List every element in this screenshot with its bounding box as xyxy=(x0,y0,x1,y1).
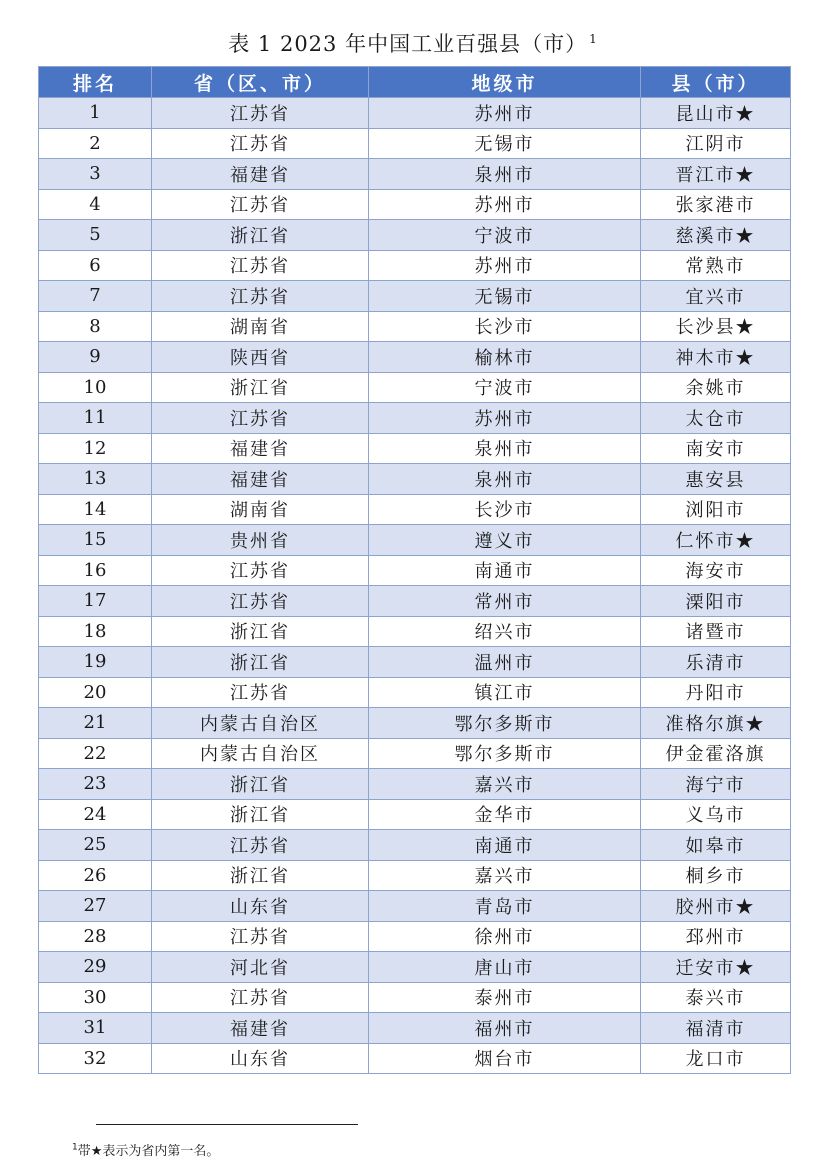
table-row xyxy=(39,342,791,373)
footnote xyxy=(72,1140,219,1159)
county-cell: 如皋市 xyxy=(641,830,791,861)
prefecture-city-cell: 唐山市 xyxy=(369,952,641,983)
prefecture-city-cell: 青岛市 xyxy=(369,891,641,922)
table-row xyxy=(39,555,791,586)
header-county: 县（市） xyxy=(641,67,791,98)
county-cell: 余姚市 xyxy=(641,372,791,403)
province-cell: 江苏省 xyxy=(152,921,369,952)
rank-cell: 6 xyxy=(39,250,152,281)
province-cell: 江苏省 xyxy=(152,189,369,220)
rank-cell: 8 xyxy=(39,311,152,342)
province-cell: 福建省 xyxy=(152,1013,369,1044)
county-cell: 迁安市★ xyxy=(641,952,791,983)
table-row xyxy=(39,982,791,1013)
table-row xyxy=(39,1013,791,1044)
table-title-text: 表 1 2023 年中国工业百强县（市） xyxy=(228,32,588,56)
province-cell: 浙江省 xyxy=(152,220,369,251)
rank-cell: 17 xyxy=(39,586,152,617)
province-cell: 内蒙古自治区 xyxy=(152,738,369,769)
table-row xyxy=(39,1043,791,1074)
county-cell: 义乌市 xyxy=(641,799,791,830)
footnote-divider xyxy=(96,1124,358,1125)
county-cell: 福清市 xyxy=(641,1013,791,1044)
county-cell: 浏阳市 xyxy=(641,494,791,525)
county-cell: 惠安县 xyxy=(641,464,791,495)
county-cell: 仁怀市★ xyxy=(641,525,791,556)
county-cell: 海安市 xyxy=(641,555,791,586)
table-row xyxy=(39,433,791,464)
table-row xyxy=(39,311,791,342)
table-row xyxy=(39,677,791,708)
prefecture-city-cell: 南通市 xyxy=(369,555,641,586)
province-cell: 江苏省 xyxy=(152,586,369,617)
table-body xyxy=(39,98,791,1074)
prefecture-city-cell: 常州市 xyxy=(369,586,641,617)
rank-cell: 30 xyxy=(39,982,152,1013)
footnote-reference: 1 xyxy=(589,32,598,46)
province-cell: 浙江省 xyxy=(152,372,369,403)
rank-cell: 25 xyxy=(39,830,152,861)
rank-cell: 3 xyxy=(39,159,152,190)
province-cell: 内蒙古自治区 xyxy=(152,708,369,739)
table-row xyxy=(39,708,791,739)
prefecture-city-cell: 鄂尔多斯市 xyxy=(369,738,641,769)
table-row xyxy=(39,830,791,861)
rank-cell: 7 xyxy=(39,281,152,312)
county-cell: 海宁市 xyxy=(641,769,791,800)
table-row xyxy=(39,952,791,983)
province-cell: 浙江省 xyxy=(152,616,369,647)
prefecture-city-cell: 金华市 xyxy=(369,799,641,830)
county-cell: 胶州市★ xyxy=(641,891,791,922)
table-row xyxy=(39,921,791,952)
province-cell: 湖南省 xyxy=(152,494,369,525)
rank-cell: 32 xyxy=(39,1043,152,1074)
table-row xyxy=(39,281,791,312)
province-cell: 湖南省 xyxy=(152,311,369,342)
prefecture-city-cell: 无锡市 xyxy=(369,128,641,159)
prefecture-city-cell: 宁波市 xyxy=(369,220,641,251)
prefecture-city-cell: 徐州市 xyxy=(369,921,641,952)
header-province: 省（区、市） xyxy=(152,67,369,98)
table-row xyxy=(39,738,791,769)
county-cell: 太仓市 xyxy=(641,403,791,434)
county-cell: 长沙县★ xyxy=(641,311,791,342)
county-cell: 丹阳市 xyxy=(641,677,791,708)
province-cell: 福建省 xyxy=(152,159,369,190)
prefecture-city-cell: 榆林市 xyxy=(369,342,641,373)
province-cell: 江苏省 xyxy=(152,555,369,586)
province-cell: 江苏省 xyxy=(152,982,369,1013)
province-cell: 福建省 xyxy=(152,433,369,464)
county-cell: 泰兴市 xyxy=(641,982,791,1013)
prefecture-city-cell: 鄂尔多斯市 xyxy=(369,708,641,739)
province-cell: 江苏省 xyxy=(152,403,369,434)
prefecture-city-cell: 遵义市 xyxy=(369,525,641,556)
province-cell: 江苏省 xyxy=(152,98,369,129)
prefecture-city-cell: 镇江市 xyxy=(369,677,641,708)
province-cell: 贵州省 xyxy=(152,525,369,556)
rank-cell: 22 xyxy=(39,738,152,769)
prefecture-city-cell: 长沙市 xyxy=(369,311,641,342)
rank-cell: 4 xyxy=(39,189,152,220)
table-header-row xyxy=(39,67,791,98)
table-row xyxy=(39,128,791,159)
header-prefecture-city: 地级市 xyxy=(369,67,641,98)
rank-cell: 10 xyxy=(39,372,152,403)
prefecture-city-cell: 泉州市 xyxy=(369,464,641,495)
table-row xyxy=(39,189,791,220)
county-cell: 晋江市★ xyxy=(641,159,791,190)
county-cell: 南安市 xyxy=(641,433,791,464)
prefecture-city-cell: 苏州市 xyxy=(369,250,641,281)
rank-cell: 26 xyxy=(39,860,152,891)
table-row xyxy=(39,403,791,434)
table-row xyxy=(39,799,791,830)
province-cell: 浙江省 xyxy=(152,799,369,830)
rank-cell: 16 xyxy=(39,555,152,586)
prefecture-city-cell: 温州市 xyxy=(369,647,641,678)
rank-cell: 5 xyxy=(39,220,152,251)
prefecture-city-cell: 泰州市 xyxy=(369,982,641,1013)
prefecture-city-cell: 长沙市 xyxy=(369,494,641,525)
rank-cell: 23 xyxy=(39,769,152,800)
table-row xyxy=(39,616,791,647)
county-cell: 邳州市 xyxy=(641,921,791,952)
table-row xyxy=(39,586,791,617)
table-row xyxy=(39,220,791,251)
rank-cell: 21 xyxy=(39,708,152,739)
rank-cell: 12 xyxy=(39,433,152,464)
prefecture-city-cell: 无锡市 xyxy=(369,281,641,312)
county-cell: 宜兴市 xyxy=(641,281,791,312)
county-cell: 准格尔旗★ xyxy=(641,708,791,739)
rank-cell: 24 xyxy=(39,799,152,830)
rank-cell: 28 xyxy=(39,921,152,952)
table-row xyxy=(39,860,791,891)
county-cell: 溧阳市 xyxy=(641,586,791,617)
province-cell: 江苏省 xyxy=(152,677,369,708)
table-row xyxy=(39,372,791,403)
table-row xyxy=(39,464,791,495)
rank-cell: 19 xyxy=(39,647,152,678)
table-row xyxy=(39,494,791,525)
prefecture-city-cell: 福州市 xyxy=(369,1013,641,1044)
province-cell: 浙江省 xyxy=(152,769,369,800)
province-cell: 浙江省 xyxy=(152,860,369,891)
county-cell: 常熟市 xyxy=(641,250,791,281)
rank-cell: 1 xyxy=(39,98,152,129)
province-cell: 山东省 xyxy=(152,891,369,922)
province-cell: 江苏省 xyxy=(152,250,369,281)
industrial-counties-table xyxy=(38,66,791,1074)
table-row xyxy=(39,250,791,281)
rank-cell: 31 xyxy=(39,1013,152,1044)
prefecture-city-cell: 绍兴市 xyxy=(369,616,641,647)
rank-cell: 15 xyxy=(39,525,152,556)
prefecture-city-cell: 烟台市 xyxy=(369,1043,641,1074)
province-cell: 河北省 xyxy=(152,952,369,983)
prefecture-city-cell: 苏州市 xyxy=(369,189,641,220)
prefecture-city-cell: 嘉兴市 xyxy=(369,769,641,800)
rank-cell: 2 xyxy=(39,128,152,159)
province-cell: 江苏省 xyxy=(152,830,369,861)
rank-cell: 13 xyxy=(39,464,152,495)
county-cell: 伊金霍洛旗 xyxy=(641,738,791,769)
province-cell: 江苏省 xyxy=(152,128,369,159)
table-row xyxy=(39,98,791,129)
prefecture-city-cell: 宁波市 xyxy=(369,372,641,403)
county-cell: 诸暨市 xyxy=(641,616,791,647)
table-row xyxy=(39,525,791,556)
table-title xyxy=(0,28,826,58)
header-rank: 排名 xyxy=(39,67,152,98)
rank-cell: 11 xyxy=(39,403,152,434)
table-row xyxy=(39,159,791,190)
rank-cell: 14 xyxy=(39,494,152,525)
county-cell: 昆山市★ xyxy=(641,98,791,129)
prefecture-city-cell: 嘉兴市 xyxy=(369,860,641,891)
prefecture-city-cell: 苏州市 xyxy=(369,98,641,129)
county-cell: 张家港市 xyxy=(641,189,791,220)
table-row xyxy=(39,891,791,922)
county-cell: 慈溪市★ xyxy=(641,220,791,251)
prefecture-city-cell: 南通市 xyxy=(369,830,641,861)
county-cell: 龙口市 xyxy=(641,1043,791,1074)
province-cell: 江苏省 xyxy=(152,281,369,312)
county-cell: 桐乡市 xyxy=(641,860,791,891)
province-cell: 浙江省 xyxy=(152,647,369,678)
province-cell: 陕西省 xyxy=(152,342,369,373)
footnote-text: 带★表示为省内第一名。 xyxy=(77,1144,220,1159)
province-cell: 山东省 xyxy=(152,1043,369,1074)
county-cell: 江阴市 xyxy=(641,128,791,159)
county-cell: 乐清市 xyxy=(641,647,791,678)
rank-cell: 27 xyxy=(39,891,152,922)
table-row xyxy=(39,647,791,678)
prefecture-city-cell: 泉州市 xyxy=(369,433,641,464)
rank-cell: 29 xyxy=(39,952,152,983)
table-row xyxy=(39,769,791,800)
rank-cell: 18 xyxy=(39,616,152,647)
prefecture-city-cell: 苏州市 xyxy=(369,403,641,434)
rank-cell: 20 xyxy=(39,677,152,708)
province-cell: 福建省 xyxy=(152,464,369,495)
county-cell: 神木市★ xyxy=(641,342,791,373)
prefecture-city-cell: 泉州市 xyxy=(369,159,641,190)
footnote-mark: 1 xyxy=(72,1142,78,1153)
rank-cell: 9 xyxy=(39,342,152,373)
